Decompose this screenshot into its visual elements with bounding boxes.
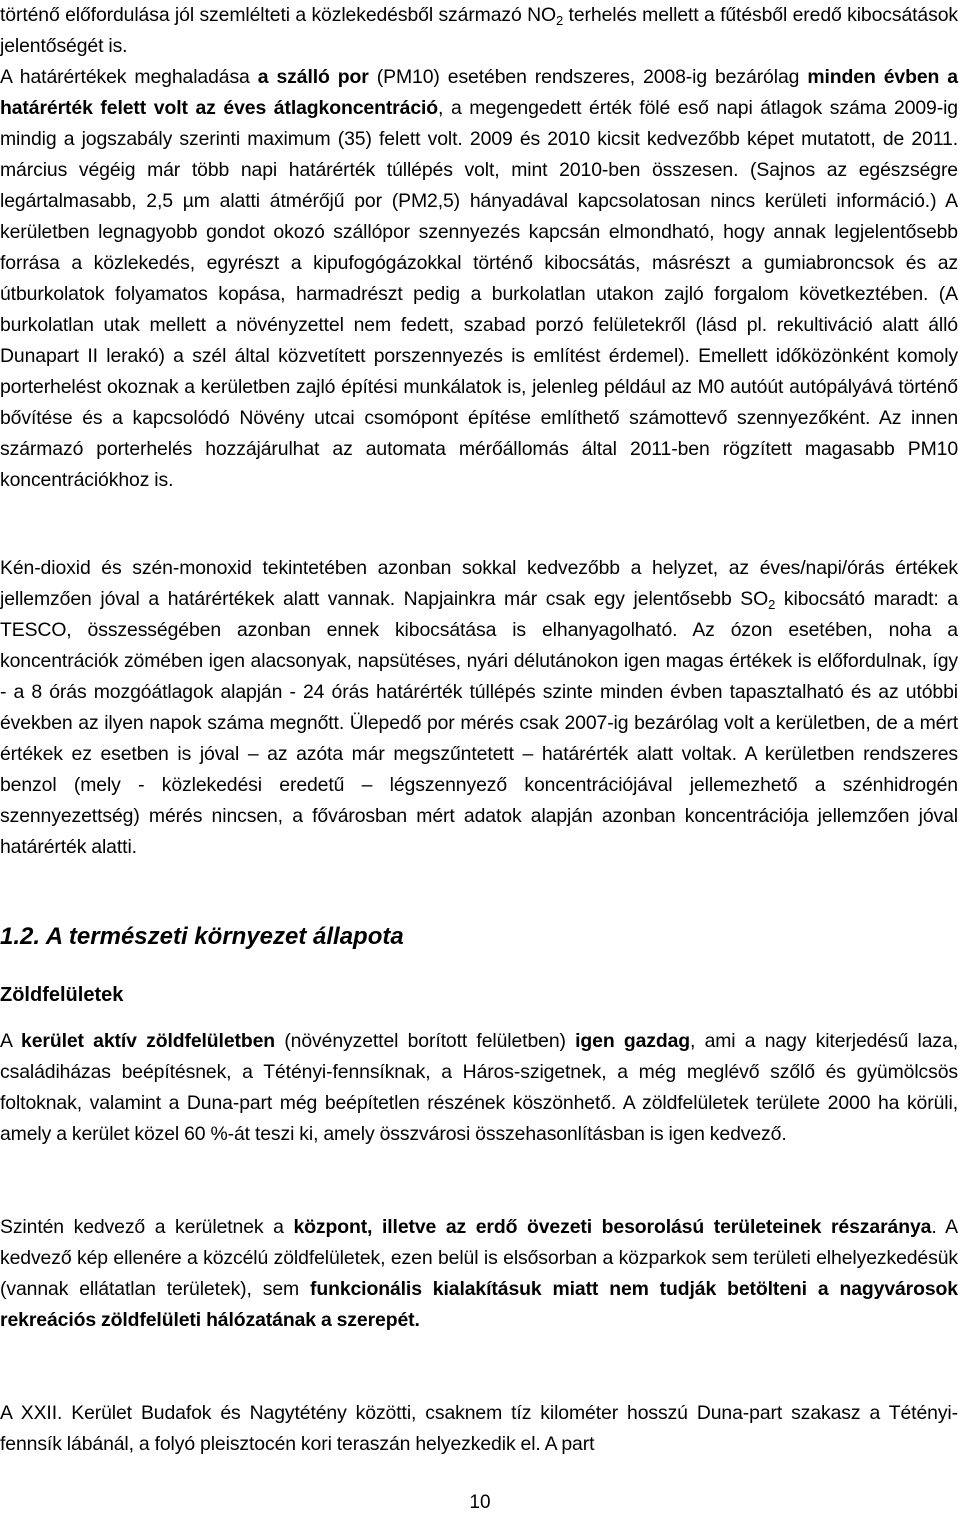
bold-text: igen gazdag xyxy=(575,1030,691,1052)
bold-text: a szálló por xyxy=(257,66,369,88)
section-heading: 1.2. A természeti környezet állapota xyxy=(0,923,404,950)
text: terhelés mellett a fűtésből eredő kibocsátások jelentőségét is. xyxy=(0,4,958,57)
page-number: 10 xyxy=(469,1492,491,1513)
subsection-heading: Zöldfelületek xyxy=(0,984,124,1006)
text: Kén-dioxid és szén-monoxid tekintetében azonban sokkal kedvezőbb a helyzet, az éves/napi/órás értékek jellemzően jóval a határértékek alatt vannak. Napjainkra már csak egy jelentősebb SO xyxy=(0,557,958,610)
paragraph-central-park xyxy=(0,1212,958,1336)
bold-text: kerület aktív zöldfelületben xyxy=(21,1030,276,1052)
bold-text: központ, illetve az erdő övezeti besorolású területeinek részaránya xyxy=(293,1216,932,1238)
paragraph-so2-ozone xyxy=(0,553,958,863)
text: , ami a nagy kiterjedésű laza, családiházas beépítésnek, a Tétényi-fennsíknak, a Háros-szigetnek, a még meglévő szőlő és gyümölcsös foltoknak, valamint a Duna-part még beépítetlen részének köszönhető. A zöldfelületek területe 2000 ha körüli, amely a kerület közel 60 %-át teszi ki, amely összvárosi összehasonlításban is igen kedvező. xyxy=(0,1030,958,1145)
bold-text: funkcionális kialakításuk miatt nem tudják betölteni a nagyvárosok rekreációs zöldfelületi hálózatának a szerepét. xyxy=(0,1278,958,1331)
paragraph-green-areas xyxy=(0,1026,958,1150)
subscript: 2 xyxy=(556,13,564,28)
text: . A kedvező kép ellenére a közcélú zöldfelületek, ezen belül is elsősorban a közparkok sem területi elhelyezkedésük (vannak ellátatlan területek), sem xyxy=(0,1216,958,1300)
text: , a megengedett érték fölé eső napi átlagok száma 2009-ig mindig a jogszabály szerinti maximum (35) felett volt. 2009 és 2010 kicsit kedvezőbb képet mutatott, de 2011. március végéig már több napi határérték túllépés volt, mint 2010-ben összesen. (Sajnos az egészségre legártalmasabb, 2,5 µm alatti átmérőjű por (PM2,5) hányadával kapcsolatosan nincs kerületi információ.) A kerületben legnagyobb gondot okozó szállópor szennyezés kapcsán elmondható, hogy annak legjelentősebb forrása a közlekedés, egyrészt a kipufogógázokkal történő kibocsátás, másrészt a gumiabroncsok és az útburkolatok folyamatos kopása, harmadrészt pedig a burkolatlan utakon zajló forgalom következtében. (A burkolatlan utak mellett a növényzettel nem fedett, szabad porzó felületekről (lásd pl. rekultiváció alatt álló Dunapart II lerakó) a szél által közvetített porszennyezés is említést érdemel). Emellett időközönként komoly porterhelést okoznak a kerületben zajló építési munkálatok is, jelenleg például az M0 autóút autópályává történő bővítése és a kapcsolódó Növény utcai csomópont építése említhető számottevő szennyezőként. Az innen származó porterhelés hozzájárulhat az automata mérőállomás által 2011-ben rögzített magasabb PM10 koncentrációkhoz is. xyxy=(0,97,958,491)
text: (PM10) esetében rendszeres, 2008-ig bezárólag xyxy=(368,66,808,88)
text: (növényzettel borított felületben) xyxy=(275,1030,576,1052)
text: Szintén kedvező a kerületnek a xyxy=(0,1216,294,1238)
paragraph-pm10 xyxy=(0,62,958,496)
paragraph-duna-part: A XXII. Kerület Budafok és Nagytétény közötti, csaknem tíz kilométer hosszú Duna-part szakasz a Tétényi-fennsík lábánál, a folyó pleisztocén kori teraszán helyezkedik el. A part xyxy=(0,1402,958,1455)
text: történő előfordulása jól szemlélteti a közlekedésből származó NO xyxy=(0,4,556,26)
text: A xyxy=(0,1030,22,1052)
paragraph-no2-heating xyxy=(0,0,958,62)
subscript: 2 xyxy=(768,597,776,612)
bold-text: minden évben a határérték felett volt az éves átlagkoncentráció xyxy=(0,66,958,119)
text: kibocsátó maradt: a TESCO, összességében azonban ennek kibocsátása is elhanyagolható. Az ózon esetében, noha a koncentrációk zömében igen alacsonyak, napsütéses, nyári délutánokon igen magas értékek is előfordulnak, így - a 8 órás mozgóátlagok alapján - 24 órás határérték túllépés szinte minden évben tapasztalható és az utóbbi években az ilyen napok száma megnőtt. Ülepedő por mérés csak 2007-ig bezárólag volt a kerületben, de a mért értékek ez esetben is jóval – az azóta már megszűntetett – határérték alatt voltak. A kerületben rendszeres benzol (mely - közlekedési eredetű – légszennyező koncentrációjával jellemezhető a szénhidrogén szennyezettség) mérés nincsen, a fővárosban mért adatok alapján azonban koncentrációja jellemzően jóval határérték alatti. xyxy=(0,588,958,858)
text: A határértékek meghaladása xyxy=(0,66,258,88)
